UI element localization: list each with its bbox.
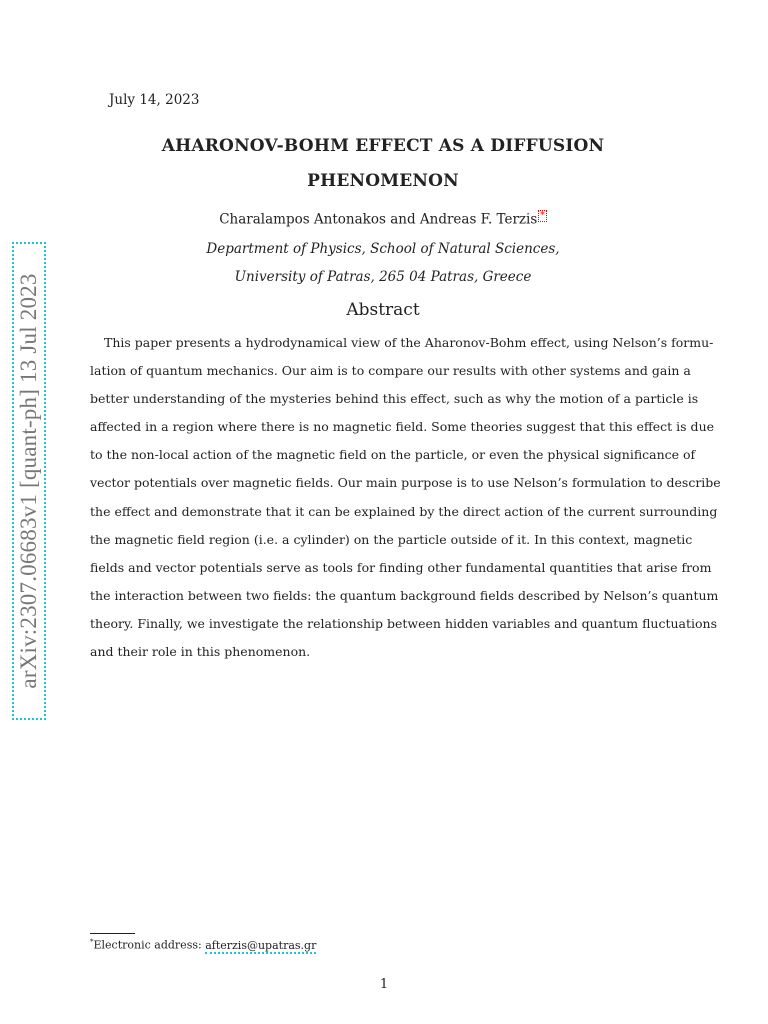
footnote [90,938,316,952]
arxiv-identifier-link[interactable] [12,242,46,720]
email-link[interactable]: afterzis@upatras.gr [205,938,317,952]
abstract-line: vector potentials over magnetic fields. Our main purpose is to use Nelson’s formulation to describe [90,475,721,491]
abstract-line: fields and vector potentials serve as tools for finding other fundamental quantities that arise from [90,559,712,575]
abstract-line: lation of quantum mechanics. Our aim is to compare our results with other systems and gain a [90,363,691,379]
abstract-line: the effect and demonstrate that it can be explained by the direct action of the current surrounding [90,503,718,519]
abstract-body [90,329,721,666]
footnote-label: Electronic address: [93,938,206,952]
author-names: Charalampos Antonakos and Andreas F. Terzis [219,211,538,228]
author-list [90,211,676,228]
publication-date: July 14, 2023 [109,92,200,108]
affiliation-line-2: University of Patras, 265 04 Patras, Greece [234,269,532,285]
page-number: 1 [379,977,389,992]
author-footnote-link[interactable]: * [540,211,545,221]
paper-title-line-2: PHENOMENON [307,171,459,191]
abstract-line: to the non-local action of the magnetic field on the particle, or even the physical significance of [90,447,696,463]
arxiv-identifier: arXiv:2307.06683v1 [quant-ph] 13 Jul 2023 [16,273,41,689]
abstract-line: theory. Finally, we investigate the relationship between hidden variables and quantum fluctuations [90,615,718,631]
paper-title-line-1: AHARONOV-BOHM EFFECT AS A DIFFUSION [161,136,605,156]
abstract-line: This paper presents a hydrodynamical view of the Aharonov-Bohm effect, using Nelson’s formu- [104,335,714,350]
abstract-line: the interaction between two fields: the quantum background fields described by Nelson’s quantum [90,587,719,603]
affiliation-line-1: Department of Physics, School of Natural Sciences, [206,241,560,257]
footnote-divider [90,933,135,934]
footnote-mark: * [90,938,94,946]
abstract-heading: Abstract [346,300,420,320]
abstract-line: the magnetic field region (i.e. a cylinder) on the particle outside of it. In this context, magnetic [90,531,693,547]
abstract-line: better understanding of the mysteries behind this effect, such as why the motion of a particle is [90,391,699,407]
paper-title [90,129,676,199]
abstract-line: and their role in this phenomenon. [90,644,311,660]
abstract-line: affected in a region where there is no magnetic field. Some theories suggest that this effect is due [90,419,715,435]
